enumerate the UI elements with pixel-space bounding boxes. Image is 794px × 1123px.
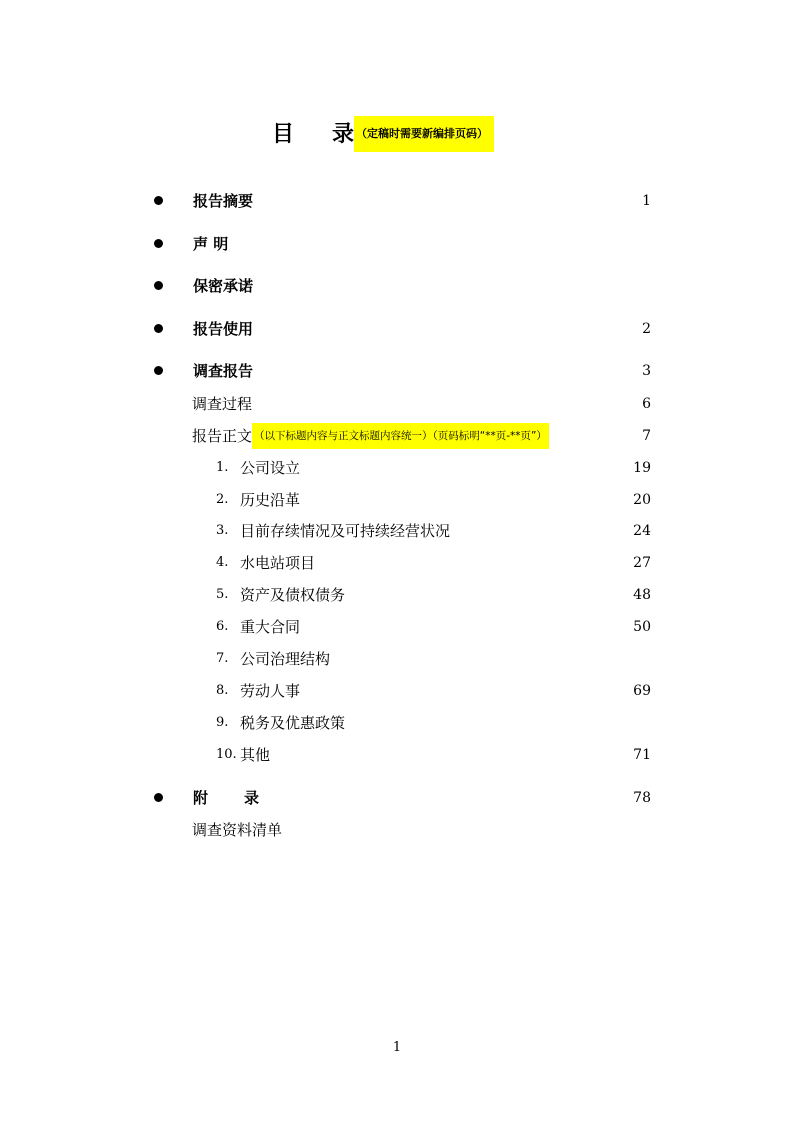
toc-subitem-number: 10.: [216, 747, 237, 762]
toc-page-number: 71: [633, 747, 651, 763]
title-char-lu: 录: [332, 121, 355, 147]
toc-subitem-label: 水电站项目: [240, 554, 316, 572]
bullet-icon: [154, 239, 163, 248]
toc-subitem-label: 资产及债权债务: [240, 586, 346, 604]
toc-subitem[interactable]: [0, 678, 794, 704]
toc-label: 保密承诺: [193, 277, 254, 295]
appendix-char-fu: 附: [193, 789, 209, 807]
toc-page-number: 7: [642, 428, 651, 444]
toc-page-number: 6: [642, 396, 651, 412]
toc-label: 报告摘要: [193, 192, 254, 210]
toc-page-number: 1: [642, 193, 651, 209]
toc-page-number: 19: [633, 460, 651, 476]
toc-label: 声 明: [193, 235, 229, 253]
title-char-mu: 目: [272, 121, 295, 147]
toc-subitem[interactable]: [0, 550, 794, 576]
toc-entry-body[interactable]: [0, 423, 794, 449]
toc-label: [193, 785, 259, 811]
toc-subitem-number: 1.: [216, 460, 229, 475]
toc-page-number: 3: [642, 363, 651, 379]
toc-page-number: 27: [633, 555, 651, 571]
bullet-icon: [154, 793, 163, 802]
toc-subitem[interactable]: [0, 614, 794, 640]
toc-entry-appendix[interactable]: [0, 785, 794, 811]
toc-page-number: 48: [633, 587, 651, 603]
toc-subitem[interactable]: [0, 487, 794, 513]
toc-page-number: 50: [633, 619, 651, 635]
toc-subitem-label: 重大合同: [240, 618, 301, 636]
toc-page-number: 78: [633, 790, 651, 806]
toc-subitem[interactable]: [0, 646, 794, 672]
toc-label: 调查报告: [193, 362, 254, 380]
toc-label-with-note: [192, 423, 549, 449]
toc-subitem-number: 4.: [216, 555, 229, 570]
toc-label: 报告使用: [193, 320, 254, 338]
toc-label: 报告正文: [192, 427, 253, 445]
toc-subitem-label: 劳动人事: [240, 682, 301, 700]
bullet-icon: [154, 324, 163, 333]
toc-entry-usage[interactable]: [0, 316, 794, 342]
footer-page-number: 1: [392, 1040, 402, 1055]
toc-subitem-number: 5.: [216, 587, 229, 602]
bullet-icon: [154, 366, 163, 375]
toc-subitem-label: 历史沿革: [240, 491, 301, 509]
toc-entry-investigation[interactable]: [0, 358, 794, 384]
toc-subitem-label: 其他: [240, 746, 271, 764]
toc-label: 调查资料清单: [192, 821, 283, 839]
toc-subitem[interactable]: [0, 455, 794, 481]
toc-entry-summary[interactable]: [0, 188, 794, 214]
toc-subitem-label: 目前存续情况及可持续经营状况: [240, 522, 451, 540]
toc-page-number: 2: [642, 321, 651, 337]
toc-label: 调查过程: [192, 395, 253, 413]
toc-subitem-label: 公司设立: [240, 459, 301, 477]
toc-subitem-number: 6.: [216, 619, 229, 634]
title-highlight-note: （定稿时需要新编排页码）: [354, 116, 494, 152]
toc-page-number: 69: [633, 683, 651, 699]
toc-subitem-number: 7.: [216, 651, 229, 666]
bullet-icon: [154, 281, 163, 290]
toc-subitem[interactable]: [0, 518, 794, 544]
toc-subitem[interactable]: [0, 582, 794, 608]
body-highlight-note: （以下标题内容与正文标题内容统一）（页码标明“**页-**页”）: [252, 423, 549, 449]
toc-subitem-number: 2.: [216, 492, 229, 507]
toc-entry-materials[interactable]: [0, 817, 794, 843]
bullet-icon: [154, 196, 163, 205]
toc-subitem-label: 税务及优惠政策: [240, 714, 346, 732]
toc-title: [272, 116, 494, 152]
toc-subitem[interactable]: [0, 710, 794, 736]
toc-subitem-number: 8.: [216, 683, 229, 698]
toc-subitem-number: 9.: [216, 715, 229, 730]
toc-entry-confidentiality[interactable]: [0, 273, 794, 299]
toc-subitem-label: 公司治理结构: [240, 650, 331, 668]
toc-entry-process[interactable]: [0, 391, 794, 417]
appendix-char-lu: 录: [244, 789, 260, 807]
toc-subitem[interactable]: [0, 742, 794, 768]
toc-page-number: 20: [633, 492, 651, 508]
toc-page-number: 24: [633, 523, 651, 539]
toc-entry-statement[interactable]: [0, 231, 794, 257]
toc-subitem-number: 3.: [216, 523, 229, 538]
